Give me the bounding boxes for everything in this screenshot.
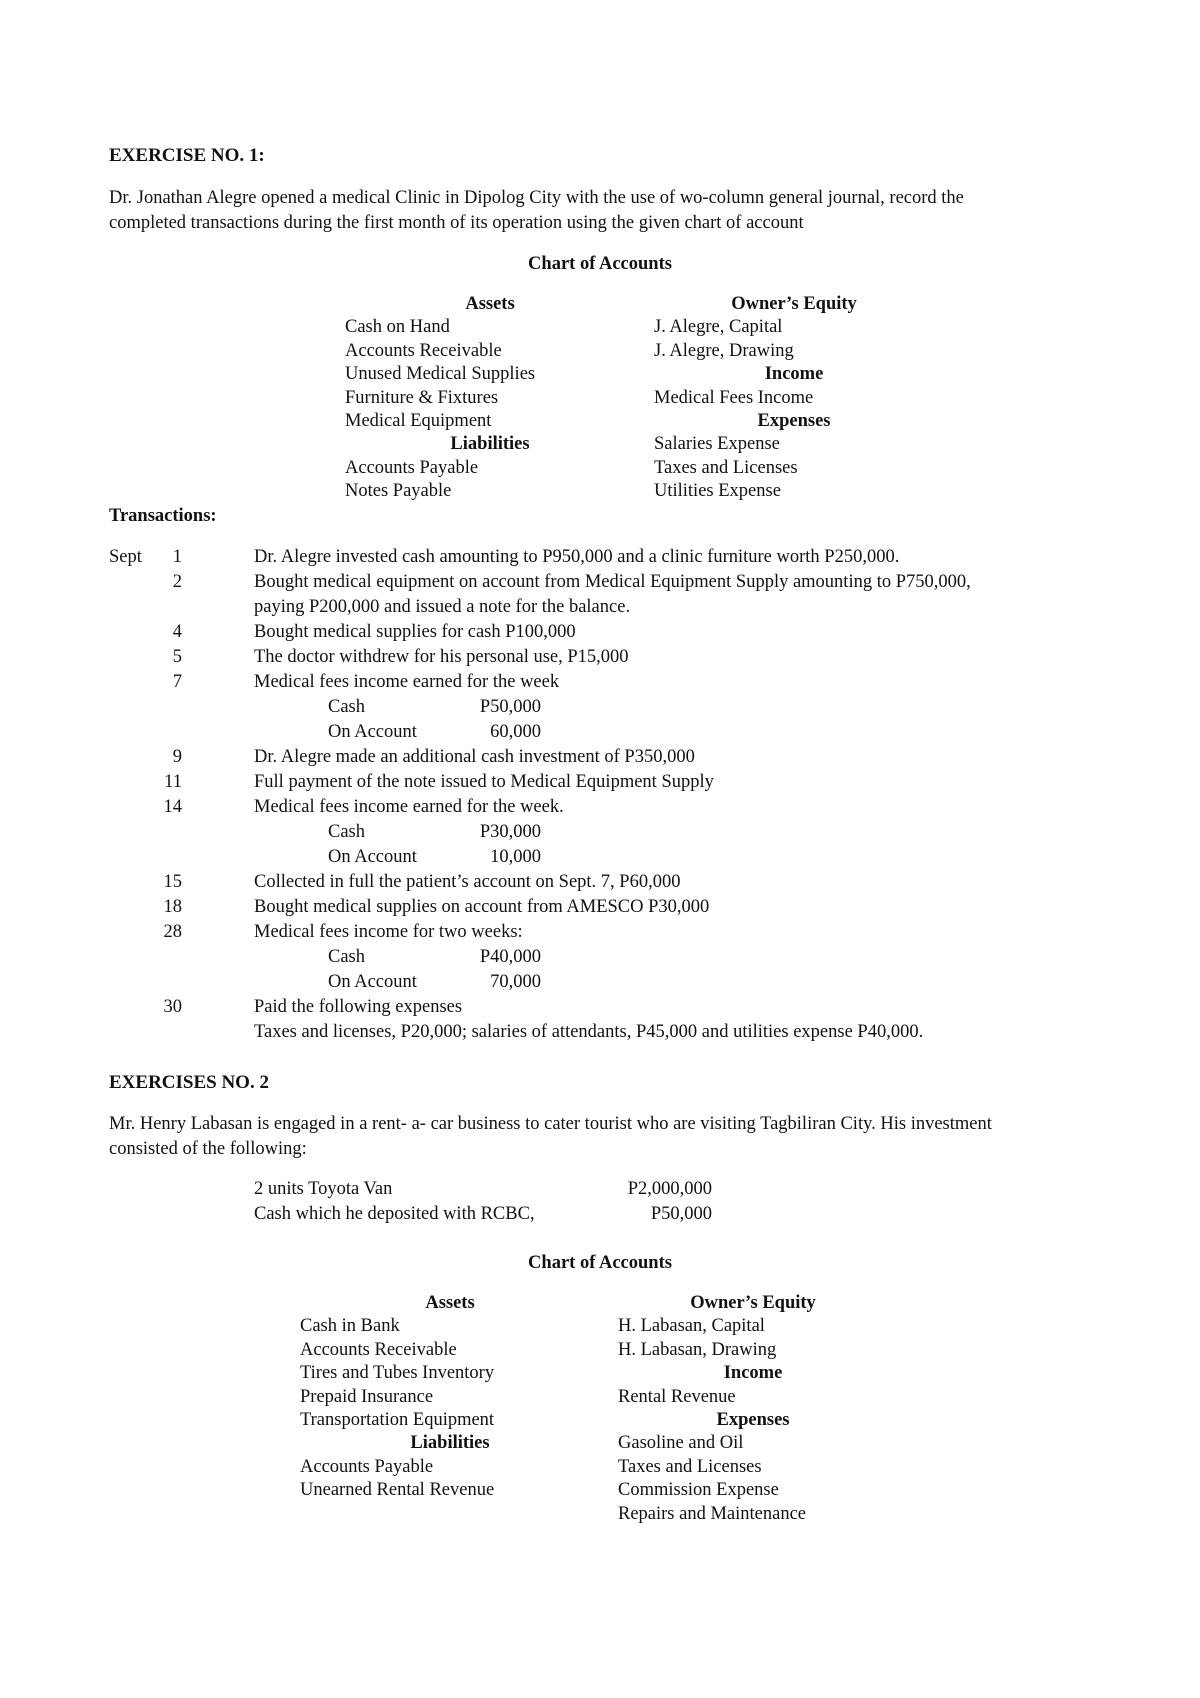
exercise1-chart-account-item: Salaries Expense [654,434,780,455]
transaction-sub-label: Cash [328,697,365,717]
exercise2-chart-account-item: Prepaid Insurance [300,1386,434,1407]
exercise1-chart-account-item: J. Alegre, Capital [654,317,783,338]
exercise2-chart-account-item: Unearned Rental Revenue [300,1480,495,1501]
transaction-sub-label: Cash [328,947,365,967]
transaction-sub-label: On Account [328,847,417,867]
transaction-text: Dr. Alegre invested cash amounting to P950,000 and a clinic furniture worth P250,000. [254,547,900,567]
exercise2-chart-account-item: Cash in Bank [300,1316,400,1337]
exercise1-chart-section-header: Income [764,364,824,385]
transaction-text: Medical fees income for two weeks: [254,922,523,942]
exercise1-chart-section-header: Liabilities [450,434,530,455]
transaction-day: 7 [172,672,182,692]
exercise2-intro-line1: Mr. Henry Labasan is engaged in a rent- a- car business to cater tourist who are visiting Tagbiliran City. His investment [109,1114,992,1134]
exercise1-chart-account-item: J. Alegre, Drawing [654,340,794,361]
exercise2-chart-account-item: H. Labasan, Drawing [618,1339,777,1360]
investment-label: 2 units Toyota Van [254,1179,393,1199]
investment-amount: P2,000,000 [627,1179,712,1199]
exercise1-chart-title: Chart of Accounts [528,254,672,274]
exercise2-heading: EXERCISES NO. 2 [109,1072,269,1093]
transaction-text: Collected in full the patient’s account on Sept. 7, P60,000 [254,872,681,892]
exercise1-intro-line1: Dr. Jonathan Alegre opened a medical Clinic in Dipolog City with the use of wo-column general journal, record the [109,188,964,208]
exercise2-chart-account-item: Accounts Payable [300,1456,434,1477]
transaction-sub-label: On Account [328,722,417,742]
exercise1-chart-account-item: Accounts Payable [345,457,479,478]
transaction-text: Dr. Alegre made an additional cash investment of P350,000 [254,747,695,767]
transaction-day: 1 [172,547,182,567]
exercise2-chart-left-column [300,1292,600,1503]
transaction-sub-label: Cash [328,822,365,842]
transaction-sub-amount: 70,000 [490,972,541,992]
transaction-sub-amount: P50,000 [479,697,541,717]
exercise2-chart-account-item: Tires and Tubes Inventory [300,1363,495,1384]
transaction-text: Bought medical supplies on account from AMESCO P30,000 [254,897,710,917]
transaction-day: 30 [163,997,182,1017]
transaction-text: Paid the following expenses [254,997,463,1017]
exercise1-intro-line2: completed transactions during the first month of its operation using the given chart of account [109,213,804,233]
transactions-heading: Transactions: [109,506,217,526]
exercise1-chart-section-header: Assets [465,294,515,314]
transaction-sub-amount: 10,000 [490,847,541,867]
exercise1-chart-account-item: Notes Payable [345,481,452,502]
transaction-text: Taxes and licenses, P20,000; salaries of attendants, P45,000 and utilities expense P40,000. [254,1022,924,1042]
exercise2-chart-title: Chart of Accounts [528,1253,672,1273]
transaction-text: The doctor withdrew for his personal use, P15,000 [254,647,629,667]
exercise2-chart-section-header: Liabilities [410,1433,490,1454]
transaction-day: 18 [163,897,182,917]
transaction-day: 15 [163,872,182,892]
transaction-day: 28 [163,922,182,942]
exercise2-chart-account-item: Rental Revenue [618,1386,736,1407]
exercise2-chart-account-item: Accounts Receivable [300,1339,457,1360]
transaction-text: Medical fees income earned for the week [254,672,560,692]
exercise2-intro-line2: consisted of the following: [109,1139,307,1159]
exercise2-chart-account-item: Taxes and Licenses [618,1456,762,1477]
exercise1-chart-account-item: Medical Equipment [345,410,492,431]
transaction-sub-amount: 60,000 [490,722,541,742]
exercise2-chart-section-header: Assets [425,1293,475,1313]
transaction-sub-amount: P40,000 [479,947,541,967]
exercise1-chart-account-item: Unused Medical Supplies [345,364,536,385]
exercise2-chart-right-column [618,1292,888,1526]
exercise1-chart-account-item: Cash on Hand [345,317,450,338]
exercise1-chart-right-column [654,293,934,504]
exercise2-chart-account-item: Gasoline and Oil [618,1433,744,1454]
exercise1-chart-account-item: Accounts Receivable [345,340,502,361]
transaction-sub-amount: P30,000 [479,822,541,842]
exercise1-chart-section-header: Owner’s Equity [731,294,857,314]
transaction-text: paying P200,000 and issued a note for the balance. [254,597,631,617]
transaction-day: 14 [163,797,182,817]
transaction-day: 11 [164,772,182,792]
transaction-text: Bought medical supplies for cash P100,000 [254,622,576,642]
exercise2-chart-section-header: Income [723,1363,783,1384]
transactions-month: Sept [109,547,142,567]
transaction-text: Bought medical equipment on account from Medical Equipment Supply amounting to P750,000, [254,572,971,592]
exercise2-chart-account-item: Commission Expense [618,1480,779,1501]
exercise2-chart-account-item: Transportation Equipment [300,1409,495,1430]
transaction-day: 2 [172,572,182,592]
exercise2-chart-section-header: Owner’s Equity [690,1293,816,1313]
transaction-day: 5 [172,647,182,667]
investment-label: Cash which he deposited with RCBC, [254,1204,535,1224]
exercise1-heading: EXERCISE NO. 1: [109,145,265,166]
transaction-text: Full payment of the note issued to Medical Equipment Supply [254,772,714,792]
exercise1-chart-account-item: Utilities Expense [654,481,781,502]
exercise2-chart-section-header: Expenses [716,1409,790,1430]
exercise1-chart-account-item: Taxes and Licenses [654,457,798,478]
transaction-text: Medical fees income earned for the week. [254,797,564,817]
transaction-day: 4 [172,622,182,642]
exercise1-chart-section-header: Expenses [757,410,831,431]
transaction-sub-label: On Account [328,972,417,992]
exercise2-chart-account-item: H. Labasan, Capital [618,1316,765,1337]
exercise1-chart-account-item: Medical Fees Income [654,387,814,408]
investment-amount: P50,000 [650,1204,712,1224]
transaction-day: 9 [172,747,182,767]
exercise1-chart-account-item: Furniture & Fixtures [345,387,499,408]
exercise1-chart-left-column [345,293,635,504]
exercise2-chart-account-item: Repairs and Maintenance [618,1503,807,1524]
